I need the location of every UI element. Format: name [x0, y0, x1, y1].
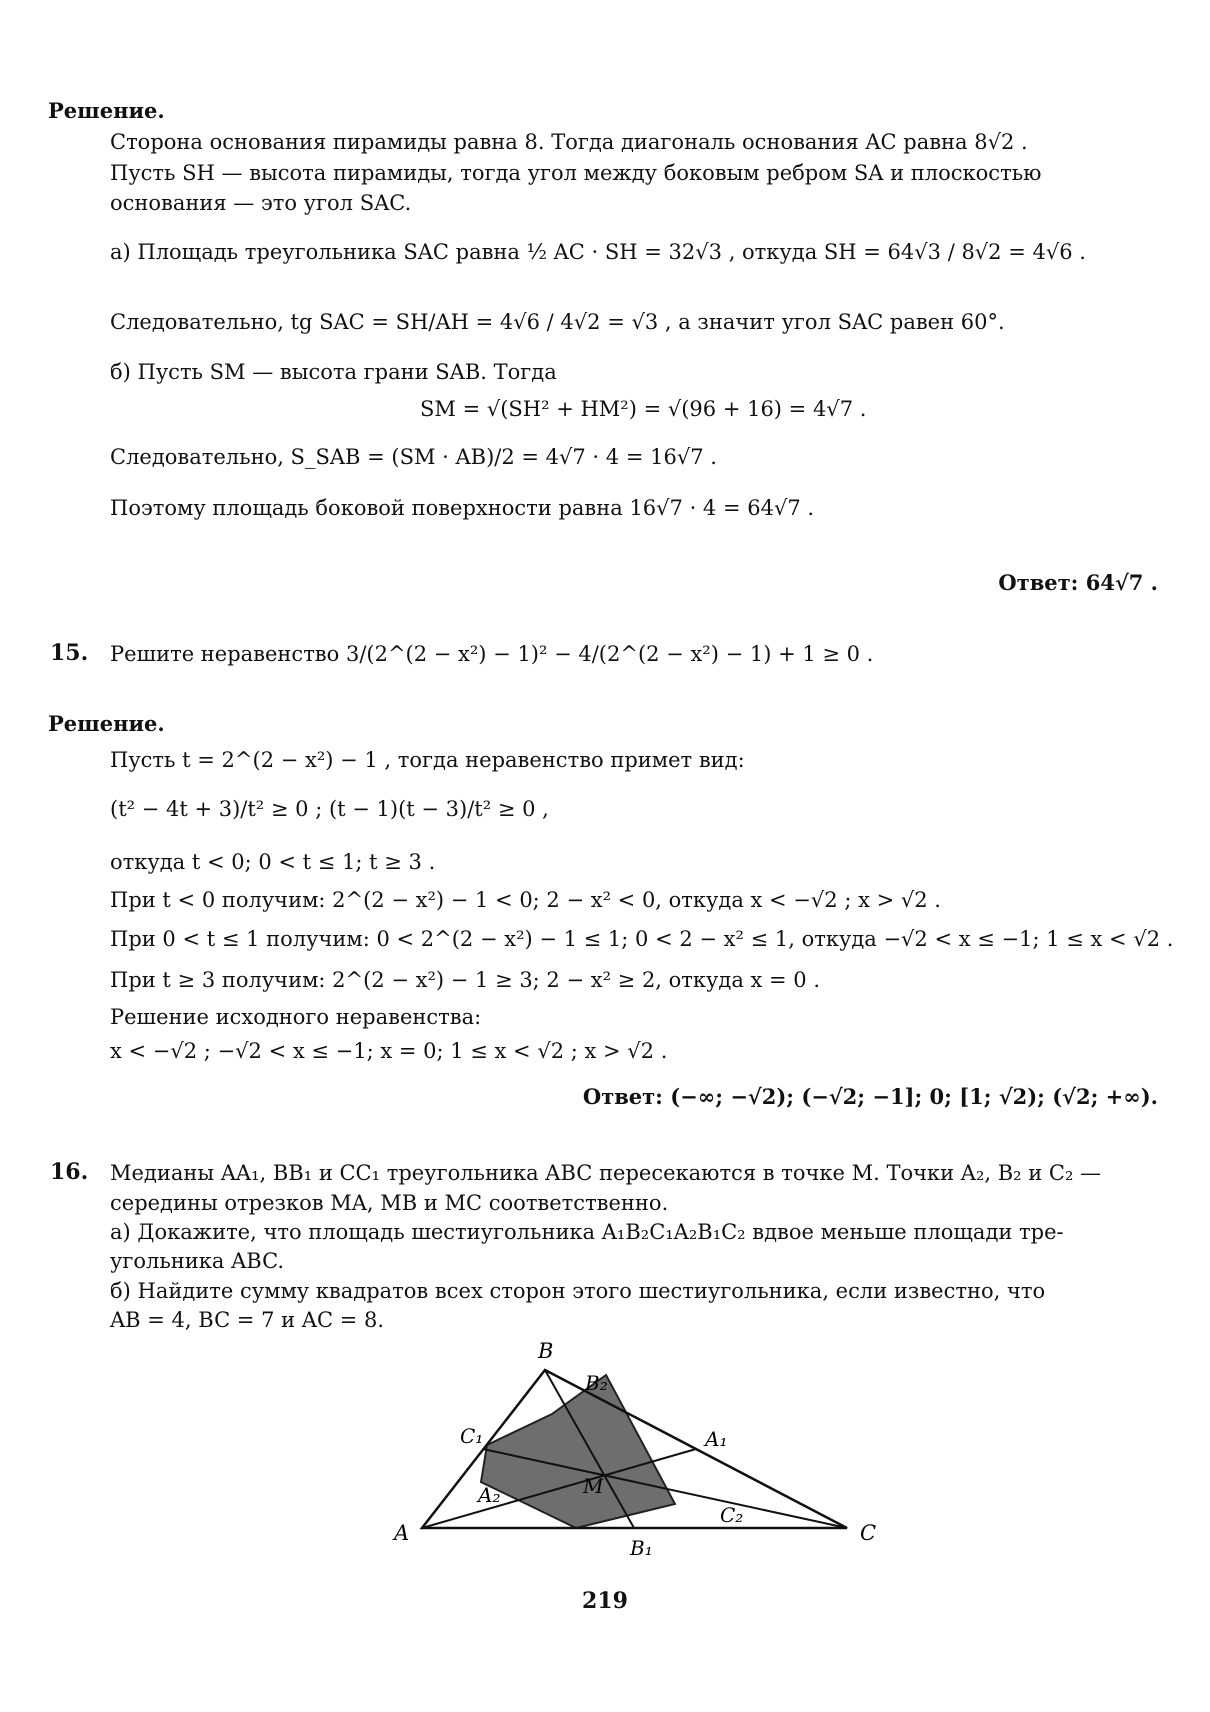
- solution-formula: SM = √(SH² + HM²) = √(96 + 16) = 4√7 .: [420, 397, 867, 421]
- problem-text: Медианы AA₁, BB₁ и CC₁ треугольника ABC пересекаются в точке M. Точки A₂, B₂ и C₂ —: [110, 1161, 1102, 1185]
- page-number: 219: [582, 1588, 628, 1614]
- label-B: B: [538, 1339, 554, 1363]
- problem-text: угольника ABC.: [110, 1249, 285, 1273]
- problem-text: Решите неравенство 3/(2^(2 − x²) − 1)² − 4/(2^(2 − x²) − 1) + 1 ≥ 0 .: [110, 642, 874, 666]
- problem-text: середины отрезков MA, MB и MC соответственно.: [110, 1191, 669, 1215]
- solution-heading: Решение.: [48, 98, 165, 123]
- problem-number: 16.: [50, 1159, 89, 1185]
- problem-text: а) Докажите, что площадь шестиугольника A₁B₂C₁A₂B₁C₂ вдвое меньше площади тре-: [110, 1220, 1064, 1244]
- label-A1: A₁: [705, 1427, 728, 1451]
- solution-line: (t² − 4t + 3)/t² ≥ 0 ; (t − 1)(t − 3)/t² ≥ 0 ,: [110, 797, 549, 821]
- solution-line: При t < 0 получим: 2^(2 − x²) − 1 < 0; 2 − x² < 0, откуда x < −√2 ; x > √2 .: [110, 888, 941, 912]
- label-M: M: [583, 1474, 604, 1498]
- solution-line: При 0 < t ≤ 1 получим: 0 < 2^(2 − x²) − 1 ≤ 1; 0 < 2 − x² ≤ 1, откуда −√2 < x ≤ −1; 1 ≤ x < √2 .: [110, 927, 1174, 951]
- label-B1: B₁: [630, 1536, 653, 1560]
- solution-line: Пусть SH — высота пирамиды, тогда угол между боковым ребром SA и плоскостью: [110, 161, 1042, 185]
- problem-text: б) Найдите сумму квадратов всех сторон этого шестиугольника, если известно, что: [110, 1279, 1046, 1303]
- label-C: C: [860, 1521, 877, 1545]
- triangle-figure: [380, 1330, 900, 1560]
- answer: Ответ: 64√7 .: [998, 570, 1158, 595]
- problem-number: 15.: [50, 640, 89, 666]
- hexagon-fill: [481, 1375, 675, 1528]
- solution-line: а) Площадь треугольника SAC равна ½ AC · SH = 32√3 , откуда SH = 64√3 / 8√2 = 4√6 .: [110, 240, 1086, 264]
- solution-line: x < −√2 ; −√2 < x ≤ −1; x = 0; 1 ≤ x < √2 ; x > √2 .: [110, 1039, 668, 1063]
- solution-line: откуда t < 0; 0 < t ≤ 1; t ≥ 3 .: [110, 850, 436, 874]
- solution-line: Сторона основания пирамиды равна 8. Тогда диагональ основания AC равна 8√2 .: [110, 130, 1028, 154]
- solution-line: б) Пусть SM — высота грани SAB. Тогда: [110, 360, 557, 384]
- solution-line: Пусть t = 2^(2 − x²) − 1 , тогда неравенство примет вид:: [110, 748, 745, 772]
- answer: Ответ: (−∞; −√2); (−√2; −1]; 0; [1; √2); (√2; +∞).: [582, 1084, 1158, 1109]
- solution-line: При t ≥ 3 получим: 2^(2 − x²) − 1 ≥ 3; 2 − x² ≥ 2, откуда x = 0 .: [110, 968, 821, 992]
- solution-heading: Решение.: [48, 711, 165, 736]
- label-B2: B₂: [585, 1371, 608, 1395]
- solution-line: Решение исходного неравенства:: [110, 1005, 482, 1029]
- label-A: A: [394, 1521, 410, 1545]
- solution-line: Поэтому площадь боковой поверхности равна 16√7 · 4 = 64√7 .: [110, 496, 815, 520]
- label-C1: C₁: [460, 1424, 484, 1448]
- solution-line: основания — это угол SAC.: [110, 191, 412, 215]
- solution-line: Следовательно, tg SAC = SH/AH = 4√6 / 4√2 = √3 , а значит угол SAC равен 60°.: [110, 310, 1005, 334]
- label-A2: A₂: [478, 1483, 501, 1507]
- label-C2: C₂: [720, 1503, 744, 1527]
- solution-line: Следовательно, S_SAB = (SM · AB)/2 = 4√7 · 4 = 16√7 .: [110, 445, 717, 469]
- problem-text: AB = 4, BC = 7 и AC = 8.: [110, 1308, 385, 1332]
